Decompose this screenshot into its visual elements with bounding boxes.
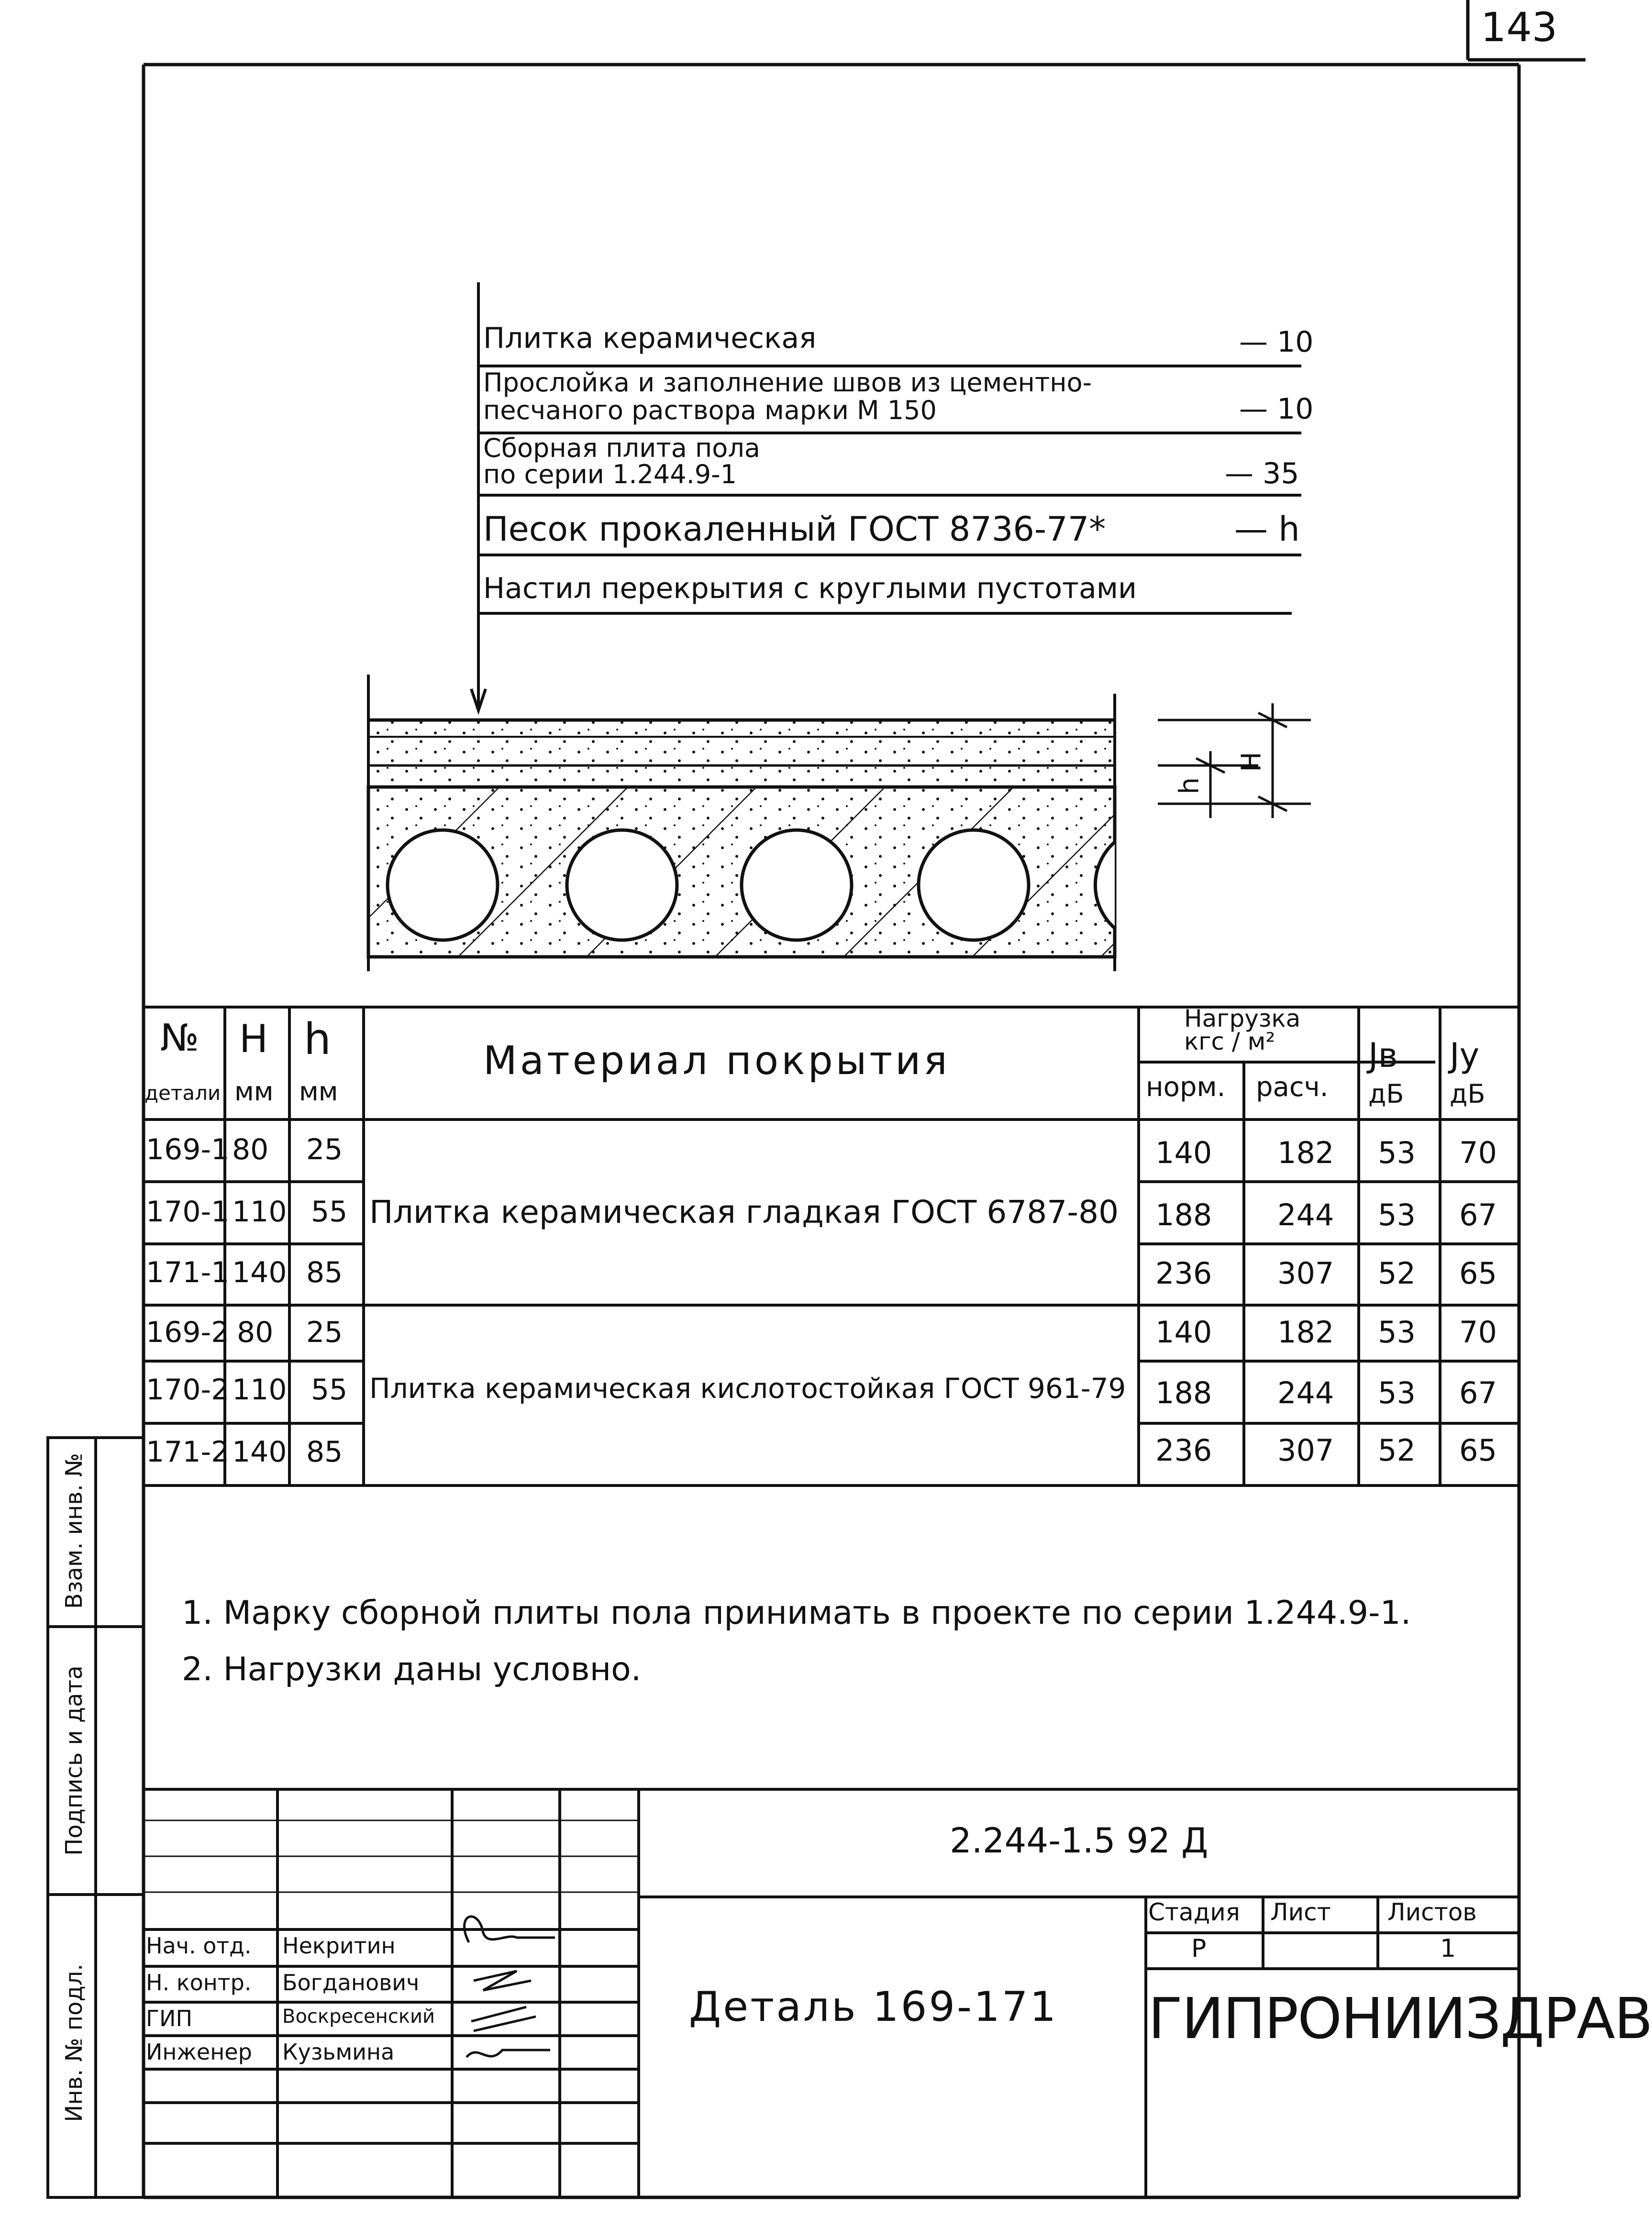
layer-1-thickness: — 10 [1239, 325, 1314, 359]
cell-jb: 52 [1378, 1256, 1416, 1291]
cell-detail: 169-1 [146, 1133, 230, 1166]
header-jy: Jу [1450, 1036, 1480, 1075]
cell-h: 55 [311, 1373, 348, 1407]
page-number: 143 [1481, 4, 1558, 51]
cell-H: 110 [232, 1195, 287, 1229]
staff-role: ГИП [146, 2006, 193, 2031]
cell-detail: 170-2 [146, 1373, 230, 1407]
header-jb: Jв [1368, 1036, 1398, 1075]
note-1: 1. Марку сборной плиты пола принимать в проекте по серии 1.244.9-1. [182, 1594, 1411, 1632]
cell-norm: 236 [1155, 1433, 1212, 1468]
cell-norm: 188 [1155, 1375, 1212, 1410]
header-detail: № [160, 1017, 200, 1060]
header-load-unit: кгс / м² [1184, 1028, 1275, 1055]
dimension-marks [1158, 703, 1311, 818]
cell-norm: 140 [1155, 1315, 1212, 1350]
stage-value: Р [1191, 1934, 1207, 1963]
side-label-replaced-inv: Взам. инв. № [61, 1453, 88, 1609]
cell-jb: 53 [1378, 1197, 1416, 1232]
layer-3-name-cont: по серии 1.244.9-1 [483, 459, 737, 489]
layer-2-name-cont: песчаного раствора марки М 150 [483, 395, 937, 425]
cell-h: 85 [306, 1435, 343, 1469]
cell-h: 55 [311, 1195, 348, 1229]
cell-calc: 182 [1277, 1135, 1334, 1170]
staff-role: Н. контр. [146, 1970, 252, 1995]
header-h-unit: мм [299, 1076, 338, 1107]
cell-calc: 244 [1277, 1197, 1334, 1232]
layer-1-name: Плитка керамическая [483, 321, 817, 355]
cell-norm: 188 [1155, 1197, 1212, 1232]
cell-h: 85 [306, 1256, 343, 1289]
side-label-signature: Подпись и дата [61, 1665, 88, 1856]
header-norm: норм. [1146, 1072, 1226, 1103]
doc-code: 2.244-1.5 92 Д [950, 1820, 1209, 1861]
layer-3-thickness: — 35 [1225, 457, 1299, 490]
staff-role: Инженер [146, 2039, 252, 2065]
header-H: H [239, 1017, 268, 1061]
dim-label-h: h [1174, 777, 1205, 795]
cell-jy: 70 [1459, 1135, 1497, 1170]
cell-jy: 65 [1459, 1433, 1497, 1468]
signature-4 [466, 2050, 550, 2057]
header-H-unit: мм [234, 1076, 274, 1107]
dim-label-H: H [1236, 752, 1267, 772]
cell-norm: 140 [1155, 1135, 1212, 1170]
header-calc: расч. [1256, 1072, 1329, 1103]
cell-jb: 53 [1378, 1315, 1416, 1350]
layer-4-name: Песок прокаленный ГОСТ 8736-77* [483, 510, 1106, 549]
cell-h: 25 [306, 1316, 343, 1349]
sheets-label: Листов [1387, 1898, 1477, 1926]
cell-jb: 52 [1378, 1433, 1416, 1468]
organization: ГИПРОНИИЗДРАВ [1148, 1985, 1652, 2051]
header-load: Нагрузка [1184, 1005, 1301, 1032]
cell-detail: 171-1 [146, 1256, 230, 1289]
material-2: Плитка керамическая кислотостойкая ГОСТ 961-79 [369, 1372, 1126, 1405]
layer-2-name: Прослойка и заполнение швов из цементно- [483, 367, 1092, 398]
layer-3-name: Сборная плита пола [483, 433, 760, 463]
stage-label: Стадия [1148, 1898, 1240, 1926]
cell-calc: 307 [1277, 1256, 1334, 1291]
cell-detail: 170-1 [146, 1195, 230, 1229]
cell-calc: 182 [1277, 1315, 1334, 1350]
cell-jb: 53 [1378, 1375, 1416, 1410]
header-detail-sub: детали [144, 1081, 221, 1105]
header-jy-unit: дБ [1450, 1079, 1486, 1109]
cell-jy: 67 [1459, 1375, 1497, 1410]
cell-calc: 244 [1277, 1375, 1334, 1410]
material-1: Плитка керамическая гладкая ГОСТ 6787-80 [369, 1194, 1119, 1230]
cell-detail: 169-2 [146, 1316, 230, 1349]
cell-h: 25 [306, 1133, 343, 1166]
cell-jy: 65 [1459, 1256, 1497, 1291]
signature-3 [471, 2007, 536, 2031]
floor-section [368, 675, 1115, 971]
cell-calc: 307 [1277, 1433, 1334, 1468]
staff-role: Нач. отд. [146, 1933, 252, 1959]
header-h: h [304, 1014, 332, 1064]
cell-H: 140 [232, 1435, 287, 1469]
staff-name: Воскресенский [282, 2006, 435, 2028]
layer-2-thickness: — 10 [1239, 392, 1314, 426]
cell-H: 80 [237, 1316, 274, 1349]
cell-jy: 67 [1459, 1197, 1497, 1232]
layer-4-thickness: — h [1234, 510, 1300, 549]
side-label-inv-no: Инв. № подл. [61, 1963, 88, 2122]
cell-jb: 53 [1378, 1135, 1416, 1170]
staff-name: Богданович [282, 1970, 420, 1995]
cell-jy: 70 [1459, 1315, 1497, 1350]
staff-name: Кузьмина [282, 2039, 395, 2065]
layer-5-name: Настил перекрытия с круглыми пустотами [483, 572, 1137, 605]
staff-name: Некритин [282, 1933, 396, 1959]
cell-norm: 236 [1155, 1256, 1212, 1291]
cell-H: 80 [232, 1133, 269, 1166]
sheets-value: 1 [1440, 1934, 1456, 1963]
header-jb-unit: дБ [1368, 1079, 1404, 1109]
note-2: 2. Нагрузки даны условно. [182, 1651, 642, 1688]
cell-detail: 171-2 [146, 1435, 230, 1469]
signature-2 [474, 1971, 531, 1990]
sheet-label: Лист [1270, 1898, 1331, 1926]
cell-H: 110 [232, 1373, 287, 1407]
drawing-title: Деталь 169-171 [689, 1983, 1058, 2031]
cell-H: 140 [232, 1256, 287, 1289]
header-material: Материал покрытия [483, 1038, 950, 1084]
